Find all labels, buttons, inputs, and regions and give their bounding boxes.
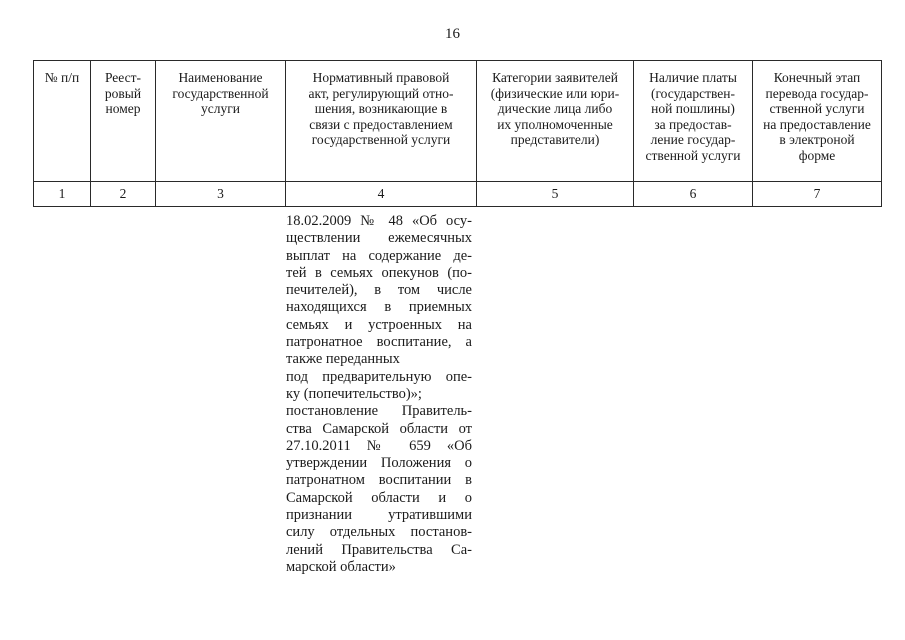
page-number: 16 [445, 26, 460, 42]
legal-act-continuation-text [286, 213, 472, 576]
text-line: силу отдельных постанов- [286, 524, 472, 541]
text-line: ку (попечительство)»; [286, 385, 422, 402]
text-line: ществлении ежемесячных [286, 230, 472, 247]
column-number-cell: 7 [753, 182, 882, 207]
text-line: также переданных [286, 351, 400, 368]
column-number-row [34, 182, 882, 207]
text-line: Самарской области и о [286, 489, 472, 506]
text-line: 27.10.2011 № 659 «Об [286, 437, 472, 454]
services-registry-table [33, 60, 882, 207]
column-number-cell: 2 [91, 182, 156, 207]
text-line: находящихся в приемных [286, 299, 472, 316]
text-line: марской области» [286, 558, 396, 575]
column-number-cell: 3 [156, 182, 286, 207]
text-line: тей в семьях опекунов (по- [286, 264, 472, 281]
header-cell-registry-number: Реест- ровый номер [91, 61, 156, 182]
header-cell-service-name: Наименование государственной услуги [156, 61, 286, 182]
header-cell-final-stage: Конечный этап перевода государ- ственной услуги на предоставление в электроной форме [753, 61, 882, 182]
text-line: выплат на содержание де- [286, 247, 472, 264]
text-line: под предварительную опе- [286, 368, 472, 385]
text-line: патронатном воспитании в [286, 472, 472, 489]
header-cell-number: № п/п [34, 61, 91, 182]
text-line: утверждении Положения о [286, 455, 472, 472]
header-cell-legal-act: Нормативный правовой акт, регулирующий отно- шения, возникающие в связи с предоставлением государственной услуги [286, 61, 477, 182]
header-row [34, 61, 882, 182]
text-line: 18.02.2009 № 48 «Об осу- [286, 213, 472, 229]
header-cell-applicant-categories: Категории заявителей (физические или юри- дические лица либо их уполномоченные представители) [477, 61, 634, 182]
text-line: ства Самарской области от [286, 420, 472, 437]
text-line: признании утратившими [286, 507, 472, 524]
text-line: семьях и устроенных на [286, 316, 472, 333]
text-line: патронатное воспитание, а [286, 334, 472, 351]
column-number-cell: 5 [477, 182, 634, 207]
text-line: постановление Правитель- [286, 403, 472, 420]
text-line: печителей), в том числе [286, 282, 472, 299]
column-number-cell: 6 [634, 182, 753, 207]
column-number-cell: 1 [34, 182, 91, 207]
column-number-cell: 4 [286, 182, 477, 207]
header-cell-fee: Наличие платы (государствен- ной пошлины) за предостав- ление государ- ственной услуги [634, 61, 753, 182]
text-line: лений Правительства Са- [286, 541, 472, 558]
